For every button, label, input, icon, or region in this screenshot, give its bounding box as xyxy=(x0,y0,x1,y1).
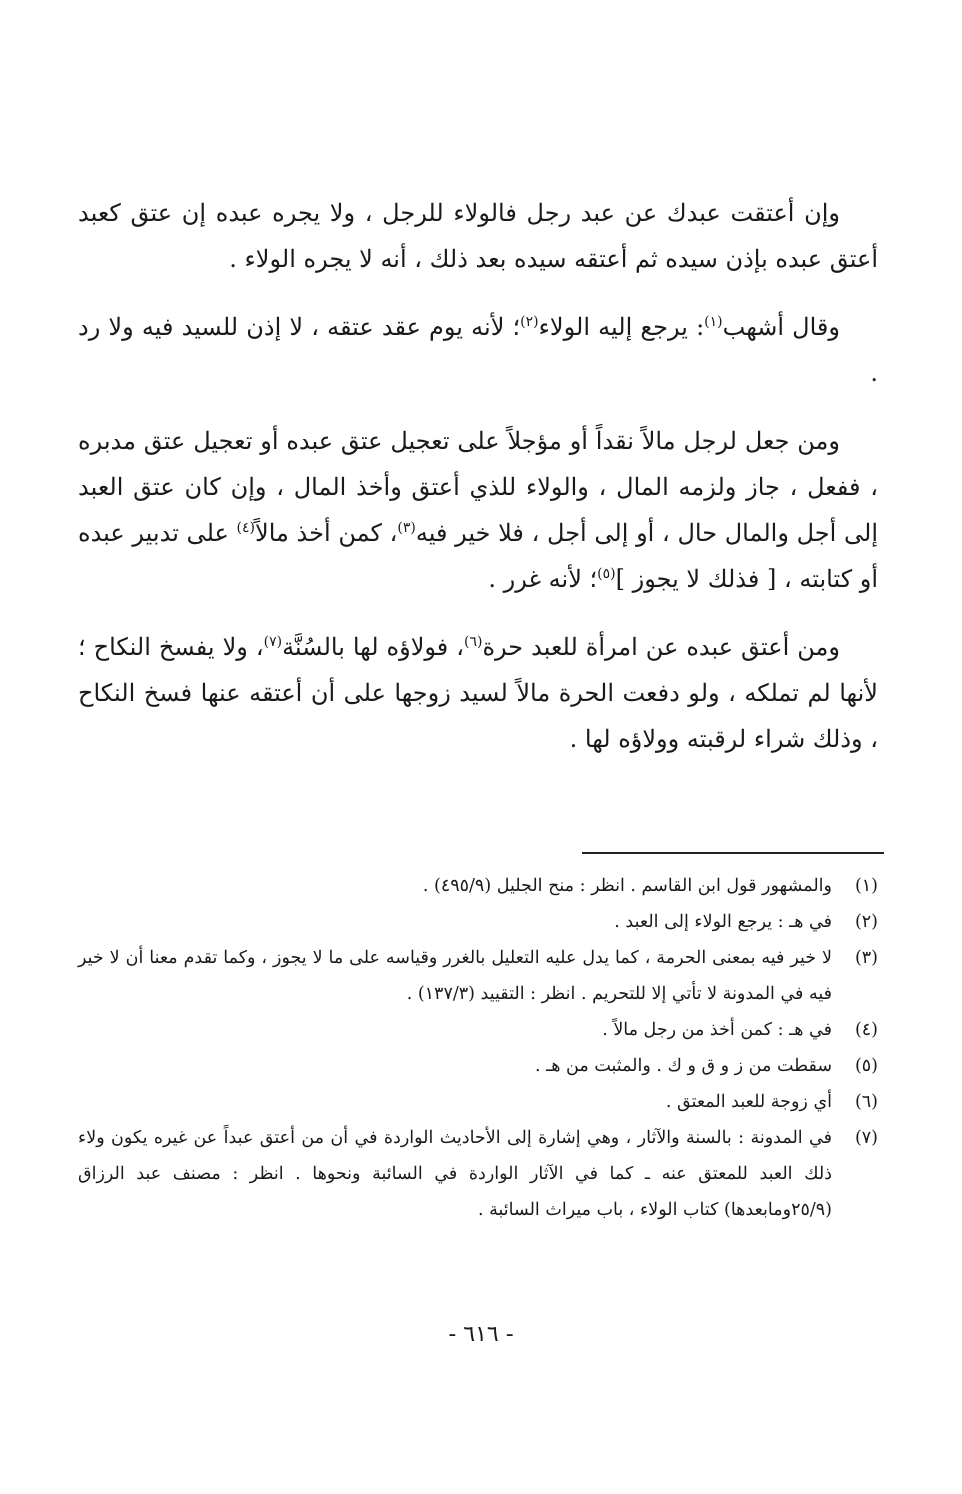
footnote-number: (٢) xyxy=(854,912,878,932)
footnote-ref: (٣) xyxy=(397,520,416,536)
footnote-text: في المدونة : بالسنة والآثار ، وهي إشارة إلى الأحاديث الواردة في أن من أعتق عبداً عن غيره يكون ولاء ذلك العبد للمعتق عنه ـ كما في الآثار الواردة في السائبة ونحوها . انظر : مصنف عبد الرزاق (٢٥/٩ومابعدها) كتاب الولاء ، باب ميراث السائبة . xyxy=(78,1128,832,1220)
footnote-text: في هـ : كمن أخذ من رجل مالاً . xyxy=(602,1020,832,1040)
footnote-number: (٣) xyxy=(854,948,878,968)
footnote-divider xyxy=(582,852,884,854)
footnote-7 xyxy=(78,1120,878,1228)
footnote-text: سقطت من ز و ق و ك . والمثبت من هـ . xyxy=(535,1056,832,1076)
main-text xyxy=(78,190,878,762)
footnote-4 xyxy=(78,1012,878,1048)
paragraph-3 xyxy=(78,418,878,602)
paragraph-text: ، كمن أخذ مالاً xyxy=(255,519,398,547)
paragraph-2 xyxy=(78,304,878,396)
footnote-2 xyxy=(78,904,878,940)
footnote-text: لا خير فيه بمعنى الحرمة ، كما يدل عليه التعليل بالغرر وقياسه على ما لا يجوز ، وكما تقدم معنا أن لا خير فيه في المدونة لا تأتي إلا للتحريم . انظر : التقييد (١٣٧/٣) . xyxy=(78,948,832,1004)
footnote-text: أي زوجة للعبد المعتق . xyxy=(665,1092,832,1112)
footnote-ref: (٤) xyxy=(236,520,255,536)
paragraph-text: ؛ لأنه غرر . xyxy=(488,565,598,593)
paragraph-text: وقال أشهب xyxy=(722,313,840,341)
footnote-number: (١) xyxy=(854,876,878,896)
footnote-number: (٧) xyxy=(854,1128,878,1148)
footnote-number: (٥) xyxy=(854,1056,878,1076)
paragraph-text: ومن جعل لرجل مالاً نقداً أو مؤجلاً على تعجيل عتق عبده أو تعجيل عتق مدبره ، ففعل ، جاز ولزمه المال ، والولاء للذي أعتق وأخذ المال ، وإن كان عتق العبد إلى أجل والمال حال ، أو إلى أجل ، فلا خير فيه xyxy=(78,427,878,547)
footnote-6 xyxy=(78,1084,878,1120)
paragraph-text: وإن أعتقت عبدك عن عبد رجل فالولاء للرجل ، ولا يجره عبده إن عتق كعبد أعتق عبده بإذن سيده ثم أعتقه سيده بعد ذلك ، أنه لا يجره الولاء . xyxy=(78,199,878,273)
footnote-ref: (١) xyxy=(704,314,723,330)
paragraph-text: ومن أعتق عبده عن امرأة للعبد حرة xyxy=(482,633,840,661)
paragraph-text: ، فولاؤه لها بالسُنَّة xyxy=(282,633,464,661)
footnotes xyxy=(78,868,878,1228)
footnote-ref: (٧) xyxy=(263,634,283,650)
footnote-ref: (٢) xyxy=(520,314,539,330)
paragraph-4 xyxy=(78,624,878,762)
footnote-number: (٤) xyxy=(854,1020,878,1040)
paragraph-text: على تدبير عبده أو كتابته ، [ فذلك لا يجوز ] xyxy=(78,519,878,593)
footnote-ref: (٦) xyxy=(464,634,483,650)
paragraph-text: : يرجع إليه الولاء xyxy=(538,313,705,341)
paragraph-text: ؛ لأنه يوم عقد عتقه ، لا إذن للسيد فيه ولا رد . xyxy=(78,313,878,387)
paragraph-text: ، ولا يفسخ النكاح ؛ لأنها لم تملكه ، ولو دفعت الحرة مالاً لسيد زوجها على أن أعتقه عنها فسخ النكاح ، وذلك شراء لرقبته وولاؤه لها . xyxy=(78,633,878,753)
footnote-ref: (٥) xyxy=(597,566,616,582)
footnote-text: في هـ : يرجع الولاء إلى العبد . xyxy=(614,912,832,932)
footnote-3 xyxy=(78,940,878,1012)
paragraph-1 xyxy=(78,190,878,282)
footnote-5 xyxy=(78,1048,878,1084)
page-number: - ٦١٦ - xyxy=(448,1322,514,1347)
footnote-text: والمشهور قول ابن القاسم . انظر : منح الجليل (٤٩٥/٩) . xyxy=(422,876,832,896)
footnote-1 xyxy=(78,868,878,904)
footnote-number: (٦) xyxy=(854,1092,878,1112)
